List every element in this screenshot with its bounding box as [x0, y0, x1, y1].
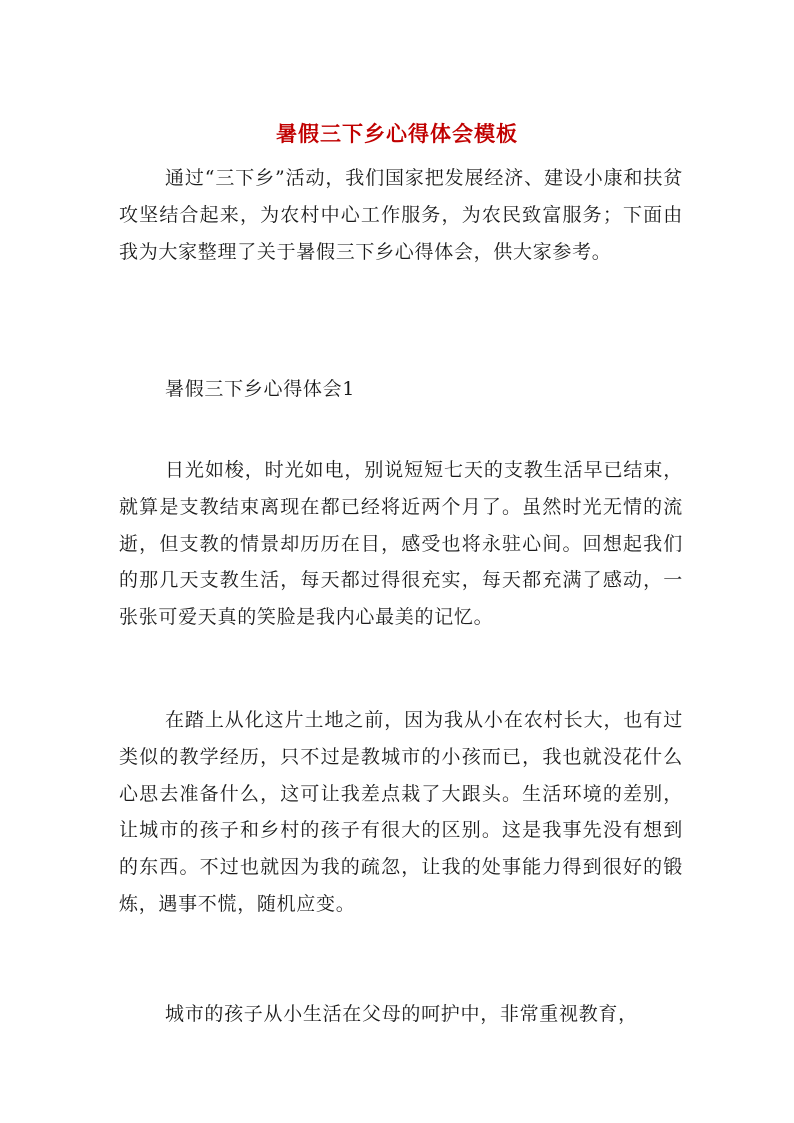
intro-paragraph: 通过“三下乡”活动，我们国家把发展经济、建设小康和扶贫攻坚结合起来，为农村中心工作服务，为农民致富服务；下面由我为大家整理了关于暑假三下乡心得体会，供大家参考。	[119, 167, 683, 263]
body-paragraph-3: 城市的孩子从小生活在父母的呵护中，非常重视教育，	[165, 1003, 638, 1025]
section-heading: 暑假三下乡心得体会1	[165, 378, 356, 400]
document-title: 暑假三下乡心得体会模板	[276, 121, 518, 147]
body-paragraph-2: 在踏上从化这片土地之前，因为我从小在农村长大，也有过类似的教学经历，只不过是教城市的小孩而已，我也就没花什么心思去准备什么，这可让我差点栽了大跟头。生活环境的差别，让城市的孩子和乡村的孩子有很大的区别。这是我事先没有想到的东西。不过也就因为我的疏忽，让我的处事能力得到很好的锻炼，遇事不慌，随机应变。	[119, 709, 683, 915]
body-paragraph-1: 日光如梭，时光如电，别说短短七天的支教生活早已结束，就算是支教结束离现在都已经将近两个月了。虽然时光无情的流逝，但支教的情景却历历在目，感受也将永驻心间。回想起我们的那几天支教生活，每天都过得很充实，每天都充满了感动，一张张可爱天真的笑脸是我内心最美的记忆。	[119, 459, 683, 629]
